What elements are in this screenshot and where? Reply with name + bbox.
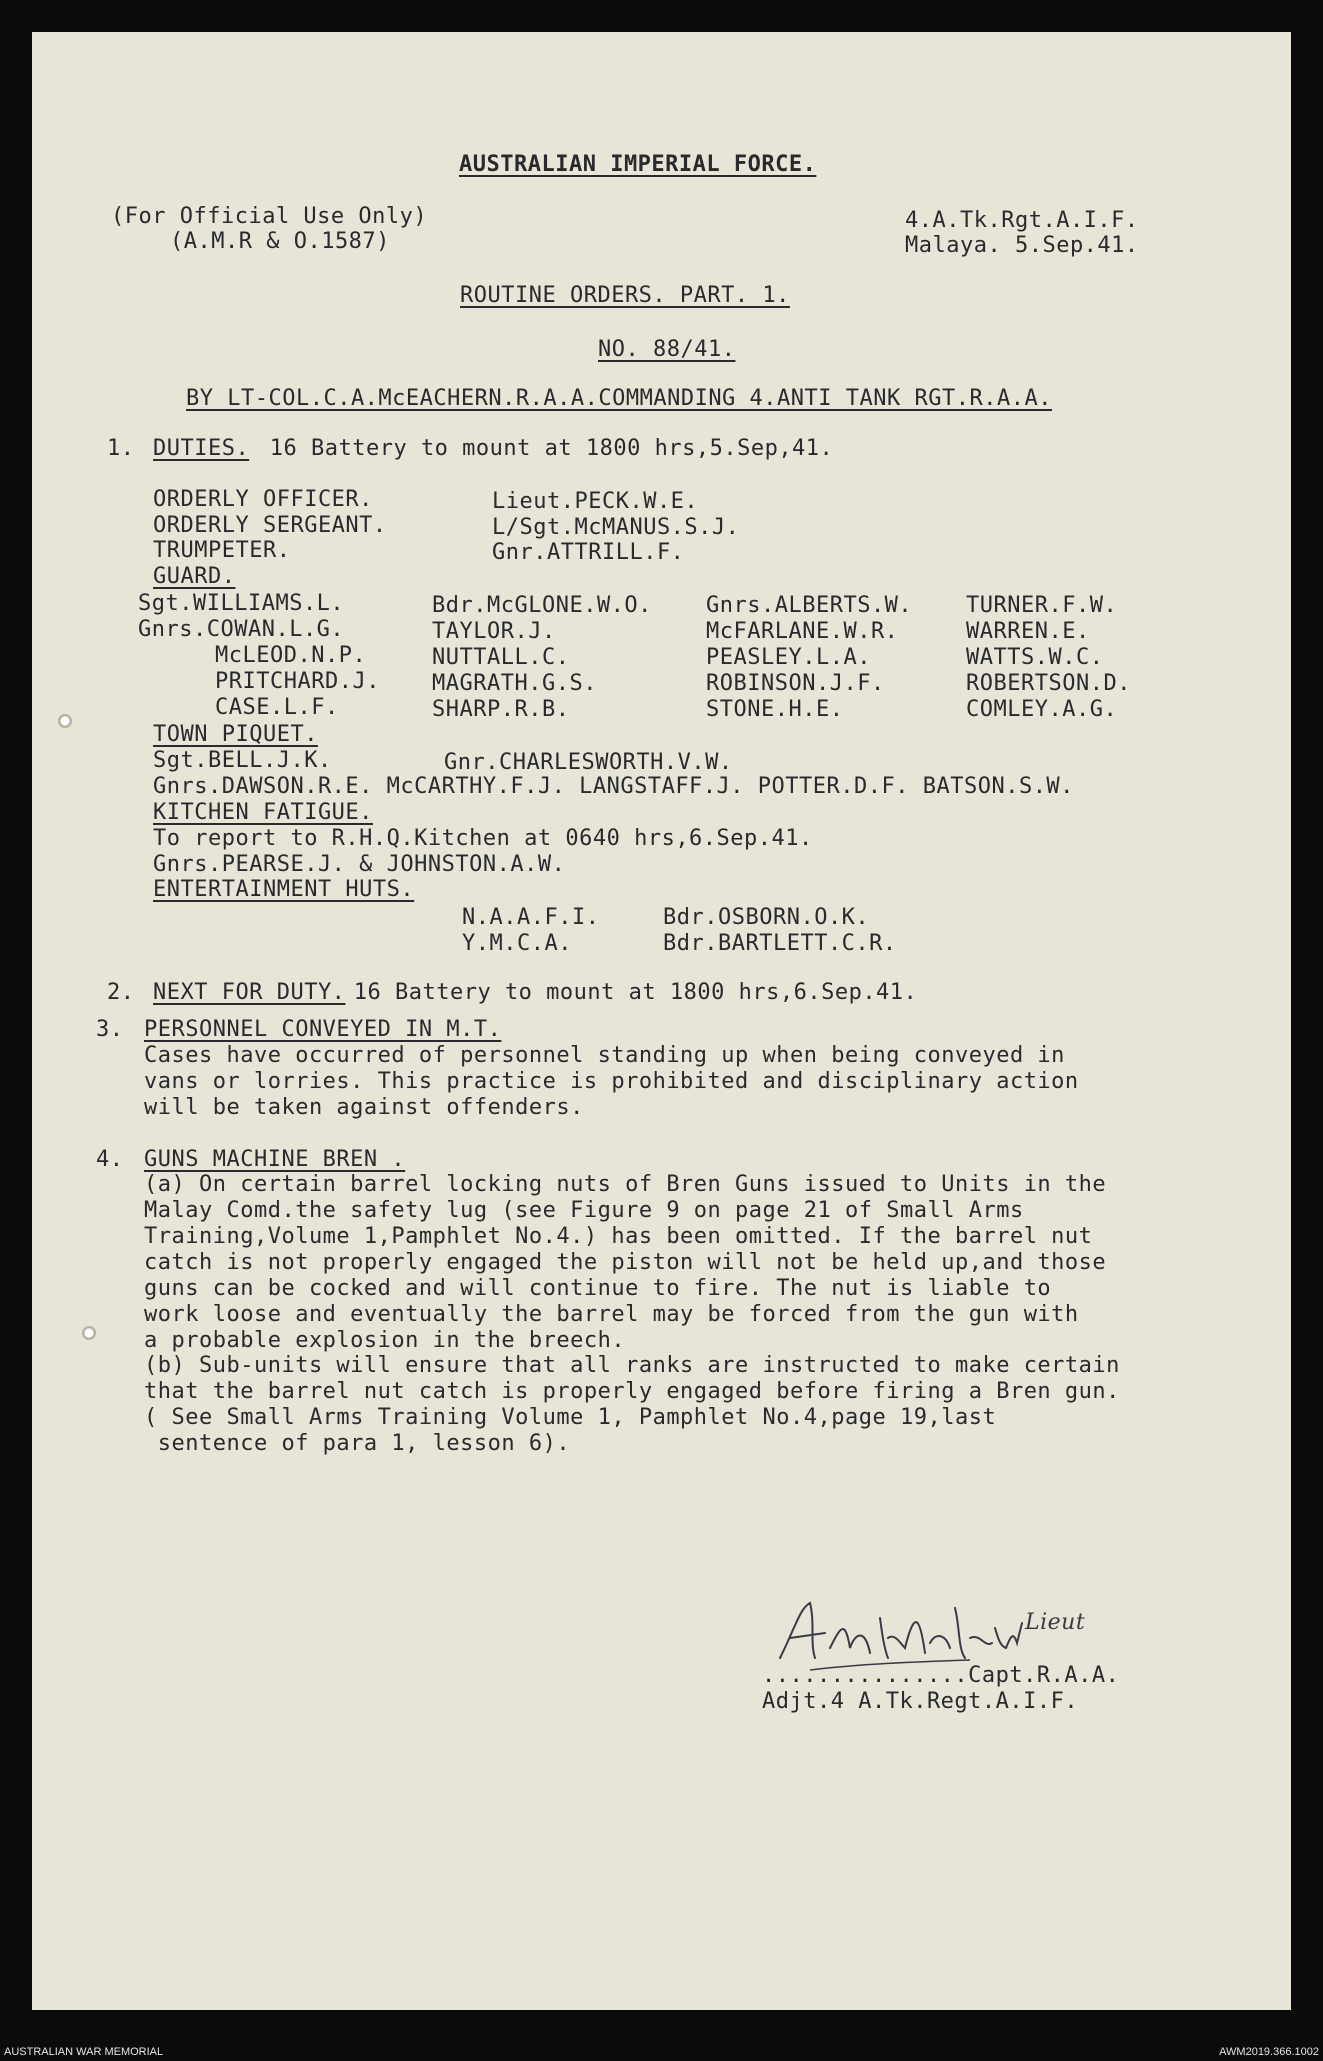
archive-credit: AUSTRALIAN WAR MEMORIAL xyxy=(4,2046,164,2058)
guard-name: COMLEY.A.G. xyxy=(966,697,1118,722)
guard-name: Sgt.WILLIAMS.L. xyxy=(138,591,345,616)
unit: 4.A.Tk.Rgt.A.I.F. xyxy=(905,208,1139,233)
duties-text: 16 Battery to mount at 1800 hrs,5.Sep,41. xyxy=(256,436,834,461)
body-line: Malay Comd.the safety lug (see Figure 9 on page 21 of Small Arms xyxy=(144,1198,1024,1223)
body-line: work loose and eventually the barrel may be forced from the gun with xyxy=(144,1302,1079,1327)
piquet-names: Gnrs.DAWSON.R.E. McCARTHY.F.J. LANGSTAFF.J. POTTER.D.F. BATSON.S.W. xyxy=(153,774,1074,799)
signature-line: ...............Capt.R.A.A. xyxy=(762,1663,1120,1688)
punch-hole xyxy=(80,1324,98,1342)
piquet-name: Sgt.BELL.J.K. xyxy=(153,748,332,773)
next-duty-text: 16 Battery to mount at 1800 hrs,6.Sep.41. xyxy=(340,980,918,1005)
body-line: (b) Sub-units will ensure that all ranks are instructed to make certain xyxy=(144,1353,1120,1378)
guard-name: STONE.H.E. xyxy=(706,697,844,722)
reference: (A.M.R & O.1587) xyxy=(170,229,390,254)
guard-name: WARREN.E. xyxy=(966,619,1090,644)
commanding-line: BY LT-COL.C.A.McEACHERN.R.A.A.COMMANDING 4.ANTI TANK RGT.R.A.A. xyxy=(186,386,1052,411)
piquet-name: Gnr.CHARLESWORTH.V.W. xyxy=(444,750,733,775)
section-heading: NEXT FOR DUTY. xyxy=(153,980,346,1005)
document-title: AUSTRALIAN IMPERIAL FORCE. xyxy=(459,152,817,177)
item-number: 2. xyxy=(107,980,135,1005)
guard-name: NUTTALL.C. xyxy=(432,645,570,670)
guard-name: McLEOD.N.P. xyxy=(215,643,367,668)
place-date: Malaya. 5.Sep.41. xyxy=(905,233,1139,258)
classification: (For Official Use Only) xyxy=(111,204,428,229)
item-number: 4. xyxy=(96,1147,124,1172)
hut-name: Bdr.OSBORN.O.K. xyxy=(663,905,870,930)
punch-hole xyxy=(56,712,74,730)
section-heading: PERSONNEL CONVEYED IN M.T. xyxy=(144,1017,502,1042)
duty-role: ORDERLY SERGEANT. xyxy=(153,513,387,538)
body-line: Cases have occurred of personnel standing up when being conveyed in xyxy=(144,1043,1065,1068)
guard-name: Gnrs.COWAN.L.G. xyxy=(138,617,345,642)
huts-heading: ENTERTAINMENT HUTS. xyxy=(153,877,415,902)
guard-name: CASE.L.F. xyxy=(215,695,339,720)
guard-name: Bdr.McGLONE.W.O. xyxy=(432,593,652,618)
duty-name: Gnr.ATTRILL.F. xyxy=(492,540,685,565)
handwritten-title: Lieut xyxy=(1025,1610,1086,1635)
orders-number: NO. 88/41. xyxy=(598,337,736,362)
guard-name: MAGRATH.G.S. xyxy=(432,671,597,696)
duty-role: ORDERLY OFFICER. xyxy=(153,487,373,512)
guard-name: SHARP.R.B. xyxy=(432,697,570,722)
kitchen-names: Gnrs.PEARSE.J. & JOHNSTON.A.W. xyxy=(153,852,566,877)
guard-name: TAYLOR.J. xyxy=(432,619,556,644)
signature-title: Adjt.4 A.Tk.Regt.A.I.F. xyxy=(762,1689,1079,1714)
hut-place: Y.M.C.A. xyxy=(462,931,572,956)
hut-place: N.A.A.F.I. xyxy=(462,905,600,930)
body-line: will be taken against offenders. xyxy=(144,1095,584,1120)
hut-name: Bdr.BARTLETT.C.R. xyxy=(663,931,897,956)
guard-heading: GUARD. xyxy=(153,564,236,589)
piquet-heading: TOWN PIQUET. xyxy=(153,722,318,747)
section-heading: DUTIES. xyxy=(153,436,250,461)
body-line: ( See Small Arms Training Volume 1, Pamphlet No.4,page 19,last xyxy=(144,1405,997,1430)
guard-name: McFARLANE.W.R. xyxy=(706,619,899,644)
item-number: 1. xyxy=(107,436,135,461)
body-line: guns can be cocked and will continue to fire. The nut is liable to xyxy=(144,1276,1052,1301)
body-line: (a) On certain barrel locking nuts of Bren Guns issued to Units in the xyxy=(144,1172,1107,1197)
section-heading: GUNS MACHINE BREN . xyxy=(144,1147,406,1172)
body-line: that the barrel nut catch is properly engaged before firing a Bren gun. xyxy=(144,1379,1120,1404)
duty-name: L/Sgt.McMANUS.S.J. xyxy=(492,515,740,540)
guard-name: WATTS.W.C. xyxy=(966,645,1104,670)
kitchen-text: To report to R.H.Q.Kitchen at 0640 hrs,6.Sep.41. xyxy=(153,826,813,851)
guard-name: PEASLEY.L.A. xyxy=(706,645,871,670)
duty-role: TRUMPETER. xyxy=(153,538,291,563)
body-line: Training,Volume 1,Pamphlet No.4.) has been omitted. If the barrel nut xyxy=(144,1224,1093,1249)
body-line: vans or lorries. This practice is prohibited and disciplinary action xyxy=(144,1069,1079,1094)
body-line: a probable explosion in the breech. xyxy=(144,1328,626,1353)
guard-name: ROBINSON.J.F. xyxy=(706,671,885,696)
guard-name: ROBERTSON.D. xyxy=(966,671,1131,696)
item-number: 3. xyxy=(96,1017,124,1042)
kitchen-heading: KITCHEN FATIGUE. xyxy=(153,800,373,825)
orders-title: ROUTINE ORDERS. PART. 1. xyxy=(460,283,790,308)
duty-name: Lieut.PECK.W.E. xyxy=(492,489,699,514)
guard-name: Gnrs.ALBERTS.W. xyxy=(706,593,913,618)
body-line: catch is not properly engaged the piston will not be held up,and those xyxy=(144,1250,1107,1275)
guard-name: TURNER.F.W. xyxy=(966,593,1118,618)
archive-reference: AWM2019.366.1002 xyxy=(1219,2046,1319,2058)
guard-name: PRITCHARD.J. xyxy=(215,669,380,694)
body-line: sentence of para 1, lesson 6). xyxy=(144,1431,571,1456)
